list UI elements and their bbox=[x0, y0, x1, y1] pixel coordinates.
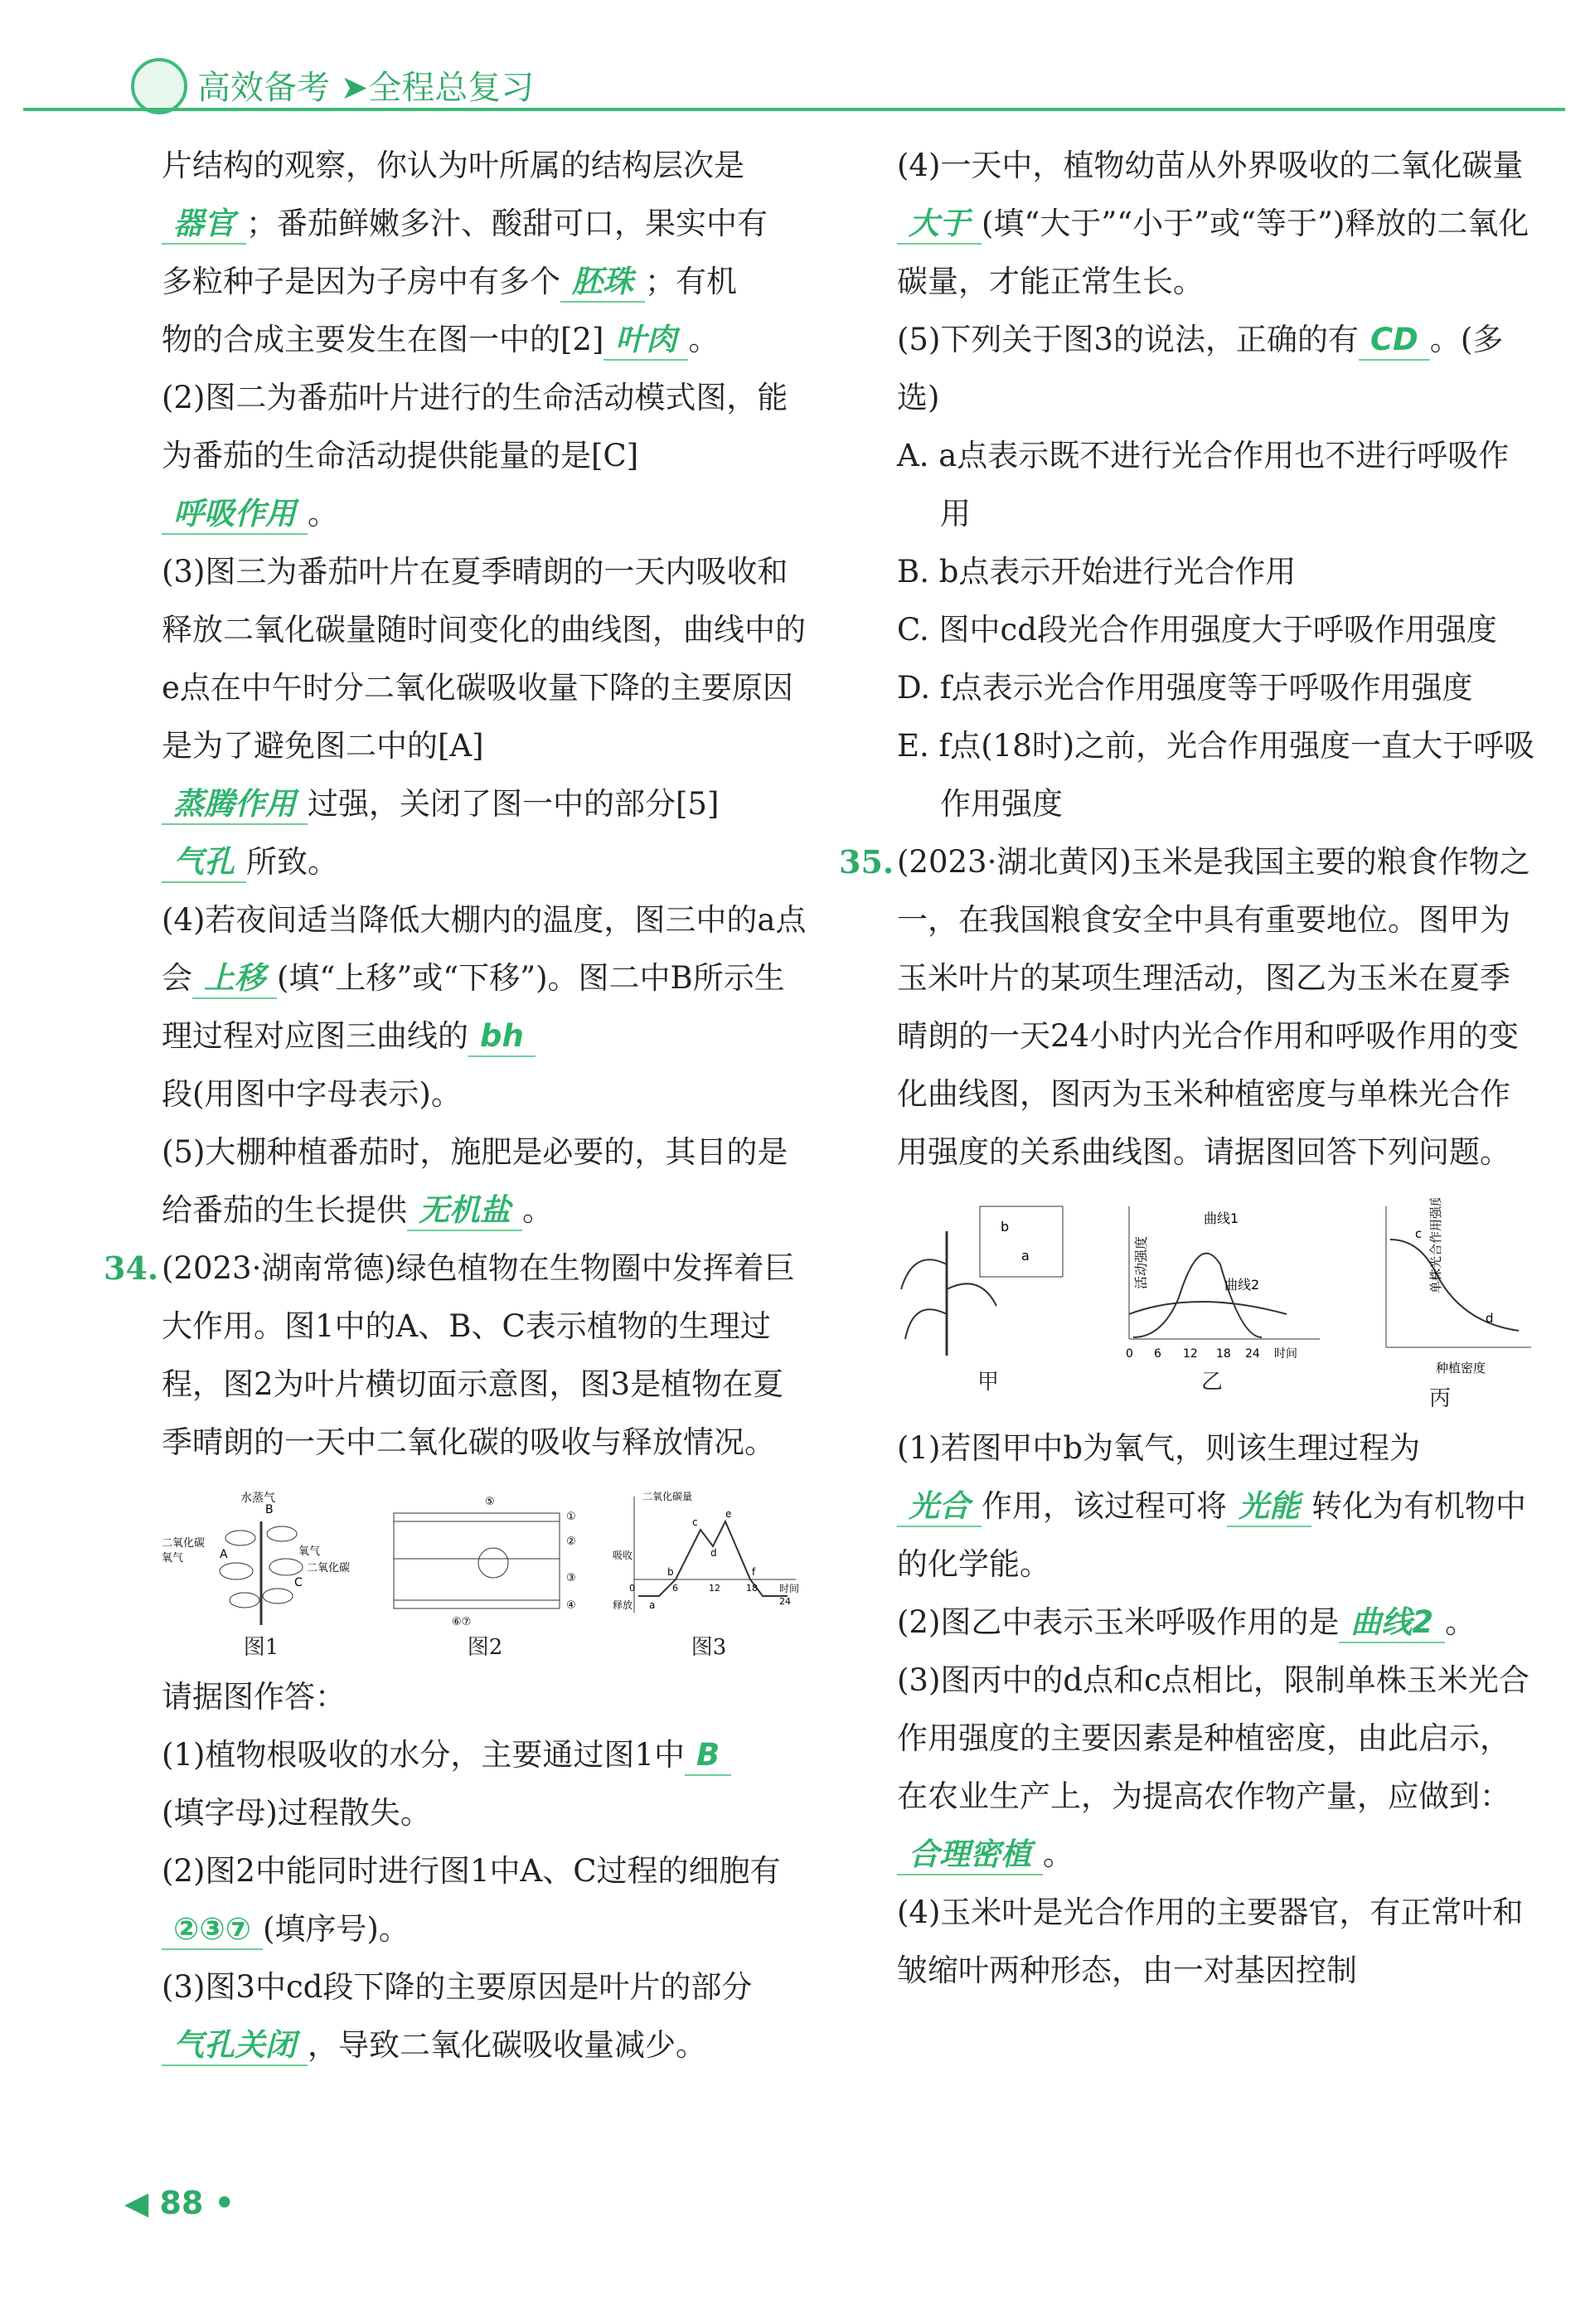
text: (2023·湖南常德)绿色植物在生物圈中发挥着巨大作用。图1中的A、B、C表示植物的生理过程，图2为叶片横切面示意图，图3是植物在夏季晴朗的一天中二氧化碳的吸收与释放情况。 bbox=[162, 1250, 795, 1460]
text: 。 bbox=[688, 322, 720, 357]
label-5: ⑤ bbox=[485, 1496, 495, 1508]
text: (填序号)。 bbox=[262, 1911, 410, 1947]
y-axis-title: 二氧化碳量 bbox=[642, 1491, 693, 1502]
label-o2: 氧气 bbox=[162, 1552, 184, 1565]
text: 。 bbox=[308, 496, 338, 531]
text: ；有机 bbox=[645, 264, 737, 299]
tick-18: 18 bbox=[1216, 1347, 1231, 1361]
text: (2)图2中能同时进行图1中A、C过程的细胞有 bbox=[162, 1853, 781, 1889]
spongy-layer bbox=[394, 1559, 560, 1600]
label-absorb: 吸收 bbox=[613, 1550, 633, 1561]
lower-epidermis bbox=[394, 1600, 560, 1608]
text: 所致。 bbox=[246, 844, 338, 880]
corn-leaf bbox=[905, 1309, 947, 1339]
text: 请据图作答： bbox=[162, 1679, 346, 1715]
figure-caption: 图1 bbox=[243, 1635, 279, 1660]
label-co2: 二氧化碳 bbox=[162, 1537, 206, 1550]
figure-1 bbox=[162, 1488, 361, 1660]
label-B: B bbox=[265, 1503, 274, 1516]
question-part bbox=[897, 311, 1535, 427]
zoom-box bbox=[980, 1206, 1063, 1277]
text: 段(用图中字母表示)。 bbox=[162, 1076, 462, 1112]
answer-blank: 气孔 bbox=[162, 843, 246, 883]
answer-blank: 胚珠 bbox=[560, 263, 645, 303]
figure-3 bbox=[609, 1488, 808, 1660]
leaf bbox=[263, 1589, 293, 1604]
tick-18: 18 bbox=[746, 1583, 758, 1594]
text: (4)若夜间适当降低大棚内的温度，图三中的a点会 bbox=[162, 902, 807, 996]
point-b: b bbox=[667, 1566, 674, 1578]
question-part bbox=[162, 1123, 808, 1240]
figure-row-34 bbox=[162, 1488, 808, 1660]
leaf bbox=[220, 1563, 253, 1579]
corn-leaf bbox=[947, 1283, 996, 1306]
tick-0: 0 bbox=[629, 1583, 635, 1594]
label-2: ② bbox=[566, 1536, 576, 1548]
y-axis-title: 单株光合作用强度 bbox=[1428, 1198, 1443, 1293]
text: 过强，关闭了图一中的部分[5] bbox=[308, 786, 720, 822]
point-c: c bbox=[1415, 1226, 1423, 1241]
question-part bbox=[897, 1652, 1535, 1884]
text: (4)一天中，植物幼苗从外界吸收的二氧化碳量 bbox=[897, 148, 1524, 183]
tick-24: 24 bbox=[1245, 1347, 1260, 1361]
answer-blank: 大于 bbox=[897, 205, 982, 245]
answer-blank: B bbox=[685, 1736, 731, 1776]
figure-row-35 bbox=[897, 1198, 1535, 1411]
text: (填字母)过程散失。 bbox=[162, 1795, 431, 1831]
figure-caption: 丙 bbox=[1428, 1386, 1451, 1411]
text: (5)大棚种植番茄时，施肥是必要的，其目的是给番茄的生长提供 bbox=[162, 1134, 788, 1228]
point-c: c bbox=[692, 1516, 698, 1528]
label-a: a bbox=[1021, 1248, 1030, 1264]
vein bbox=[478, 1548, 508, 1578]
x-axis-title: 种植密度 bbox=[1436, 1361, 1486, 1375]
upper-epidermis bbox=[394, 1513, 560, 1521]
answer-blank: CD bbox=[1359, 321, 1430, 361]
text: (2)图二为番茄叶片进行的生命活动模式图，能为番茄的生命活动提供能量的是[C] bbox=[162, 380, 788, 473]
page-header bbox=[23, 56, 1565, 123]
point-f: f bbox=[752, 1566, 756, 1578]
text: (5)下列关于图3的说法，正确的有 bbox=[897, 322, 1359, 357]
density-curve bbox=[1390, 1240, 1519, 1331]
right-column bbox=[839, 137, 1535, 2000]
point-a: a bbox=[649, 1599, 656, 1611]
answer-blank: 蒸腾作用 bbox=[162, 785, 308, 825]
answer-blank: 曲线2 bbox=[1339, 1604, 1445, 1643]
figure-yi bbox=[1096, 1198, 1328, 1411]
answer-blank: 合理密植 bbox=[897, 1836, 1043, 1875]
curve-1 bbox=[1133, 1254, 1262, 1337]
question-part bbox=[897, 137, 1535, 311]
figure-caption: 图2 bbox=[467, 1635, 503, 1660]
answer-blank: 气孔关闭 bbox=[162, 2026, 308, 2066]
label-4: ④ bbox=[566, 1599, 576, 1612]
text: 作用，该过程可将 bbox=[982, 1488, 1227, 1524]
text: 。 bbox=[522, 1192, 553, 1228]
question-34 bbox=[104, 1240, 808, 1472]
question-number: 34. bbox=[104, 1249, 159, 1287]
answer-blank: 上移 bbox=[192, 959, 277, 999]
mascot-logo-icon bbox=[131, 58, 187, 114]
plant-diagram bbox=[162, 1488, 361, 1629]
option-c: C. 图中cd段光合作用强度大于呼吸作用强度 bbox=[897, 612, 1497, 648]
label-3: ③ bbox=[566, 1572, 576, 1584]
option-e: E. f点(18时)之前，光合作用强度一直大于呼吸作用强度 bbox=[897, 728, 1535, 822]
activity-curve-chart bbox=[1096, 1198, 1328, 1364]
corn-leaf bbox=[901, 1259, 947, 1289]
question-part bbox=[162, 369, 808, 543]
question-part bbox=[162, 1842, 808, 1958]
tick-12: 12 bbox=[709, 1583, 720, 1594]
answer-blank: 无机盐 bbox=[407, 1191, 522, 1231]
text: (4)玉米叶是光合作用的主要器官，有正常叶和皱缩叶两种形态，由一对基因控制 bbox=[897, 1895, 1524, 1988]
text: (1)若图甲中b为氧气，则该生理过程为 bbox=[897, 1430, 1421, 1466]
text-line bbox=[162, 253, 808, 311]
option-a: A. a点表示既不进行光合作用也不进行呼吸作用 bbox=[897, 438, 1510, 531]
left-column bbox=[104, 137, 808, 2074]
text: (2)图乙中表示玉米呼吸作用的是 bbox=[897, 1604, 1340, 1640]
header-divider bbox=[23, 108, 1565, 111]
answer-blank: ②③⑦ bbox=[162, 1910, 263, 1950]
answer-blank: 器官 bbox=[162, 205, 246, 245]
tick-24: 24 bbox=[779, 1596, 791, 1607]
co2-curve-chart bbox=[609, 1488, 808, 1629]
point-d: d bbox=[1486, 1311, 1494, 1326]
question-part bbox=[162, 1958, 808, 2074]
text: ；番茄鲜嫩多汁、酸甜可口，果实中有 bbox=[246, 206, 768, 241]
label-1: ① bbox=[566, 1511, 576, 1523]
figure-caption: 图3 bbox=[691, 1635, 727, 1660]
text: 。 bbox=[1043, 1836, 1074, 1872]
curve-2 bbox=[1129, 1302, 1287, 1314]
text: 转化为有机物中的化学能。 bbox=[897, 1488, 1526, 1582]
text: (3)图三为番茄叶片在夏季晴朗的一天内吸收和释放二氧化碳量随时间变化的曲线图，曲线中的e点在中午时分二氧化碳吸收量下降的主要原因是为了避免图二中的[A] bbox=[162, 554, 806, 764]
palisade-layer bbox=[394, 1521, 560, 1559]
text: (填“上移”或“下移”)。图二中B所示生理过程对应图三曲线的 bbox=[162, 960, 785, 1054]
point-e: e bbox=[725, 1508, 732, 1520]
label-release: 释放 bbox=[613, 1599, 633, 1611]
tick-6: 6 bbox=[672, 1583, 678, 1594]
question-part bbox=[897, 1884, 1535, 2000]
text-line bbox=[162, 311, 808, 369]
text: 。(多选) bbox=[897, 322, 1504, 415]
corn-plant-diagram bbox=[897, 1198, 1079, 1364]
figure-caption: 乙 bbox=[1200, 1370, 1223, 1395]
label-A: A bbox=[220, 1548, 228, 1561]
tick-6: 6 bbox=[1154, 1347, 1161, 1361]
figure-caption: 甲 bbox=[977, 1370, 999, 1395]
text: (3)图3中cd段下降的主要原因是叶片的部分 bbox=[162, 1969, 753, 2005]
leaf bbox=[269, 1559, 303, 1575]
question-part bbox=[162, 543, 808, 891]
header-title: 高效备考 ➤全程总复习 bbox=[197, 69, 535, 107]
option-d: D. f点表示光合作用强度等于呼吸作用强度 bbox=[897, 670, 1473, 706]
figure-2 bbox=[385, 1488, 584, 1660]
text: 片结构的观察，你认为叶所属的结构层次是 bbox=[162, 148, 744, 183]
leaf bbox=[230, 1593, 259, 1608]
label-C: C bbox=[294, 1576, 303, 1589]
question-part bbox=[162, 891, 808, 1123]
label-6-7: ⑥⑦ bbox=[452, 1616, 472, 1628]
question-part bbox=[162, 1726, 808, 1842]
question-part bbox=[897, 1419, 1535, 1594]
label-o2: 氧气 bbox=[298, 1545, 321, 1558]
text: 。 bbox=[1445, 1604, 1476, 1640]
text-line bbox=[162, 137, 808, 195]
label-b: b bbox=[1001, 1219, 1010, 1235]
label-co2: 二氧化碳 bbox=[307, 1562, 351, 1574]
text: 物的合成主要发生在图一中的[2] bbox=[162, 322, 604, 357]
answer-blank: 呼吸作用 bbox=[162, 495, 308, 535]
y-axis-title: 活动强度 bbox=[1133, 1235, 1149, 1289]
answer-blank: bh bbox=[468, 1017, 536, 1057]
option-b: B. b点表示开始进行光合作用 bbox=[897, 554, 1297, 589]
density-curve-chart bbox=[1345, 1198, 1535, 1380]
tick-0: 0 bbox=[1126, 1347, 1133, 1361]
text-line bbox=[162, 195, 808, 253]
text: (3)图丙中的d点和c点相比，限制单株玉米光合作用强度的主要因素是种植密度，由此启示，在农业生产上，为提高农作物产量，应做到： bbox=[897, 1662, 1529, 1814]
figure-jia bbox=[897, 1198, 1079, 1411]
answer-blank: 叶肉 bbox=[604, 321, 688, 361]
answer-blank: 光合 bbox=[897, 1487, 982, 1527]
leaf bbox=[225, 1531, 255, 1545]
leaf bbox=[267, 1526, 297, 1541]
x-axis-title: 时间 bbox=[1274, 1347, 1297, 1361]
answer-blank: 光能 bbox=[1227, 1487, 1311, 1527]
text: (1)植物根吸收的水分，主要通过图1中 bbox=[162, 1737, 685, 1773]
label-water-vapor: 水蒸气 bbox=[240, 1492, 275, 1505]
figure-bing bbox=[1345, 1198, 1535, 1411]
legend-curve-2: 曲线2 bbox=[1224, 1277, 1260, 1293]
text: (填“大于”“小于”或“等于”)释放的二氧化碳量，才能正常生长。 bbox=[897, 206, 1529, 299]
leaf-cross-section bbox=[385, 1488, 584, 1629]
x-axis-title: 时间 bbox=[779, 1583, 800, 1594]
page-number: ◀ 88 • bbox=[124, 2185, 235, 2221]
question-part bbox=[897, 1594, 1535, 1652]
question-35 bbox=[839, 833, 1535, 1181]
text: (2023·湖北黄冈)玉米是我国主要的粮食作物之一，在我国粮食安全中具有重要地位。图甲为玉米叶片的某项生理活动，图乙为玉米在夏季晴朗的一天24小时内光合作用和呼吸作用的变化曲线图，图丙为玉米种植密度与单株光合作用强度的关系曲线图。请据图回答下列问题。 bbox=[897, 844, 1530, 1170]
prompt-line bbox=[162, 1668, 808, 1726]
legend-curve-1: 曲线1 bbox=[1204, 1211, 1239, 1226]
tick-12: 12 bbox=[1183, 1347, 1198, 1361]
text: 多粒种子是因为子房中有多个 bbox=[162, 264, 560, 299]
question-number: 35. bbox=[839, 843, 894, 881]
point-d: d bbox=[710, 1547, 717, 1559]
text: ，导致二氧化碳吸收量减少。 bbox=[308, 2027, 706, 2063]
